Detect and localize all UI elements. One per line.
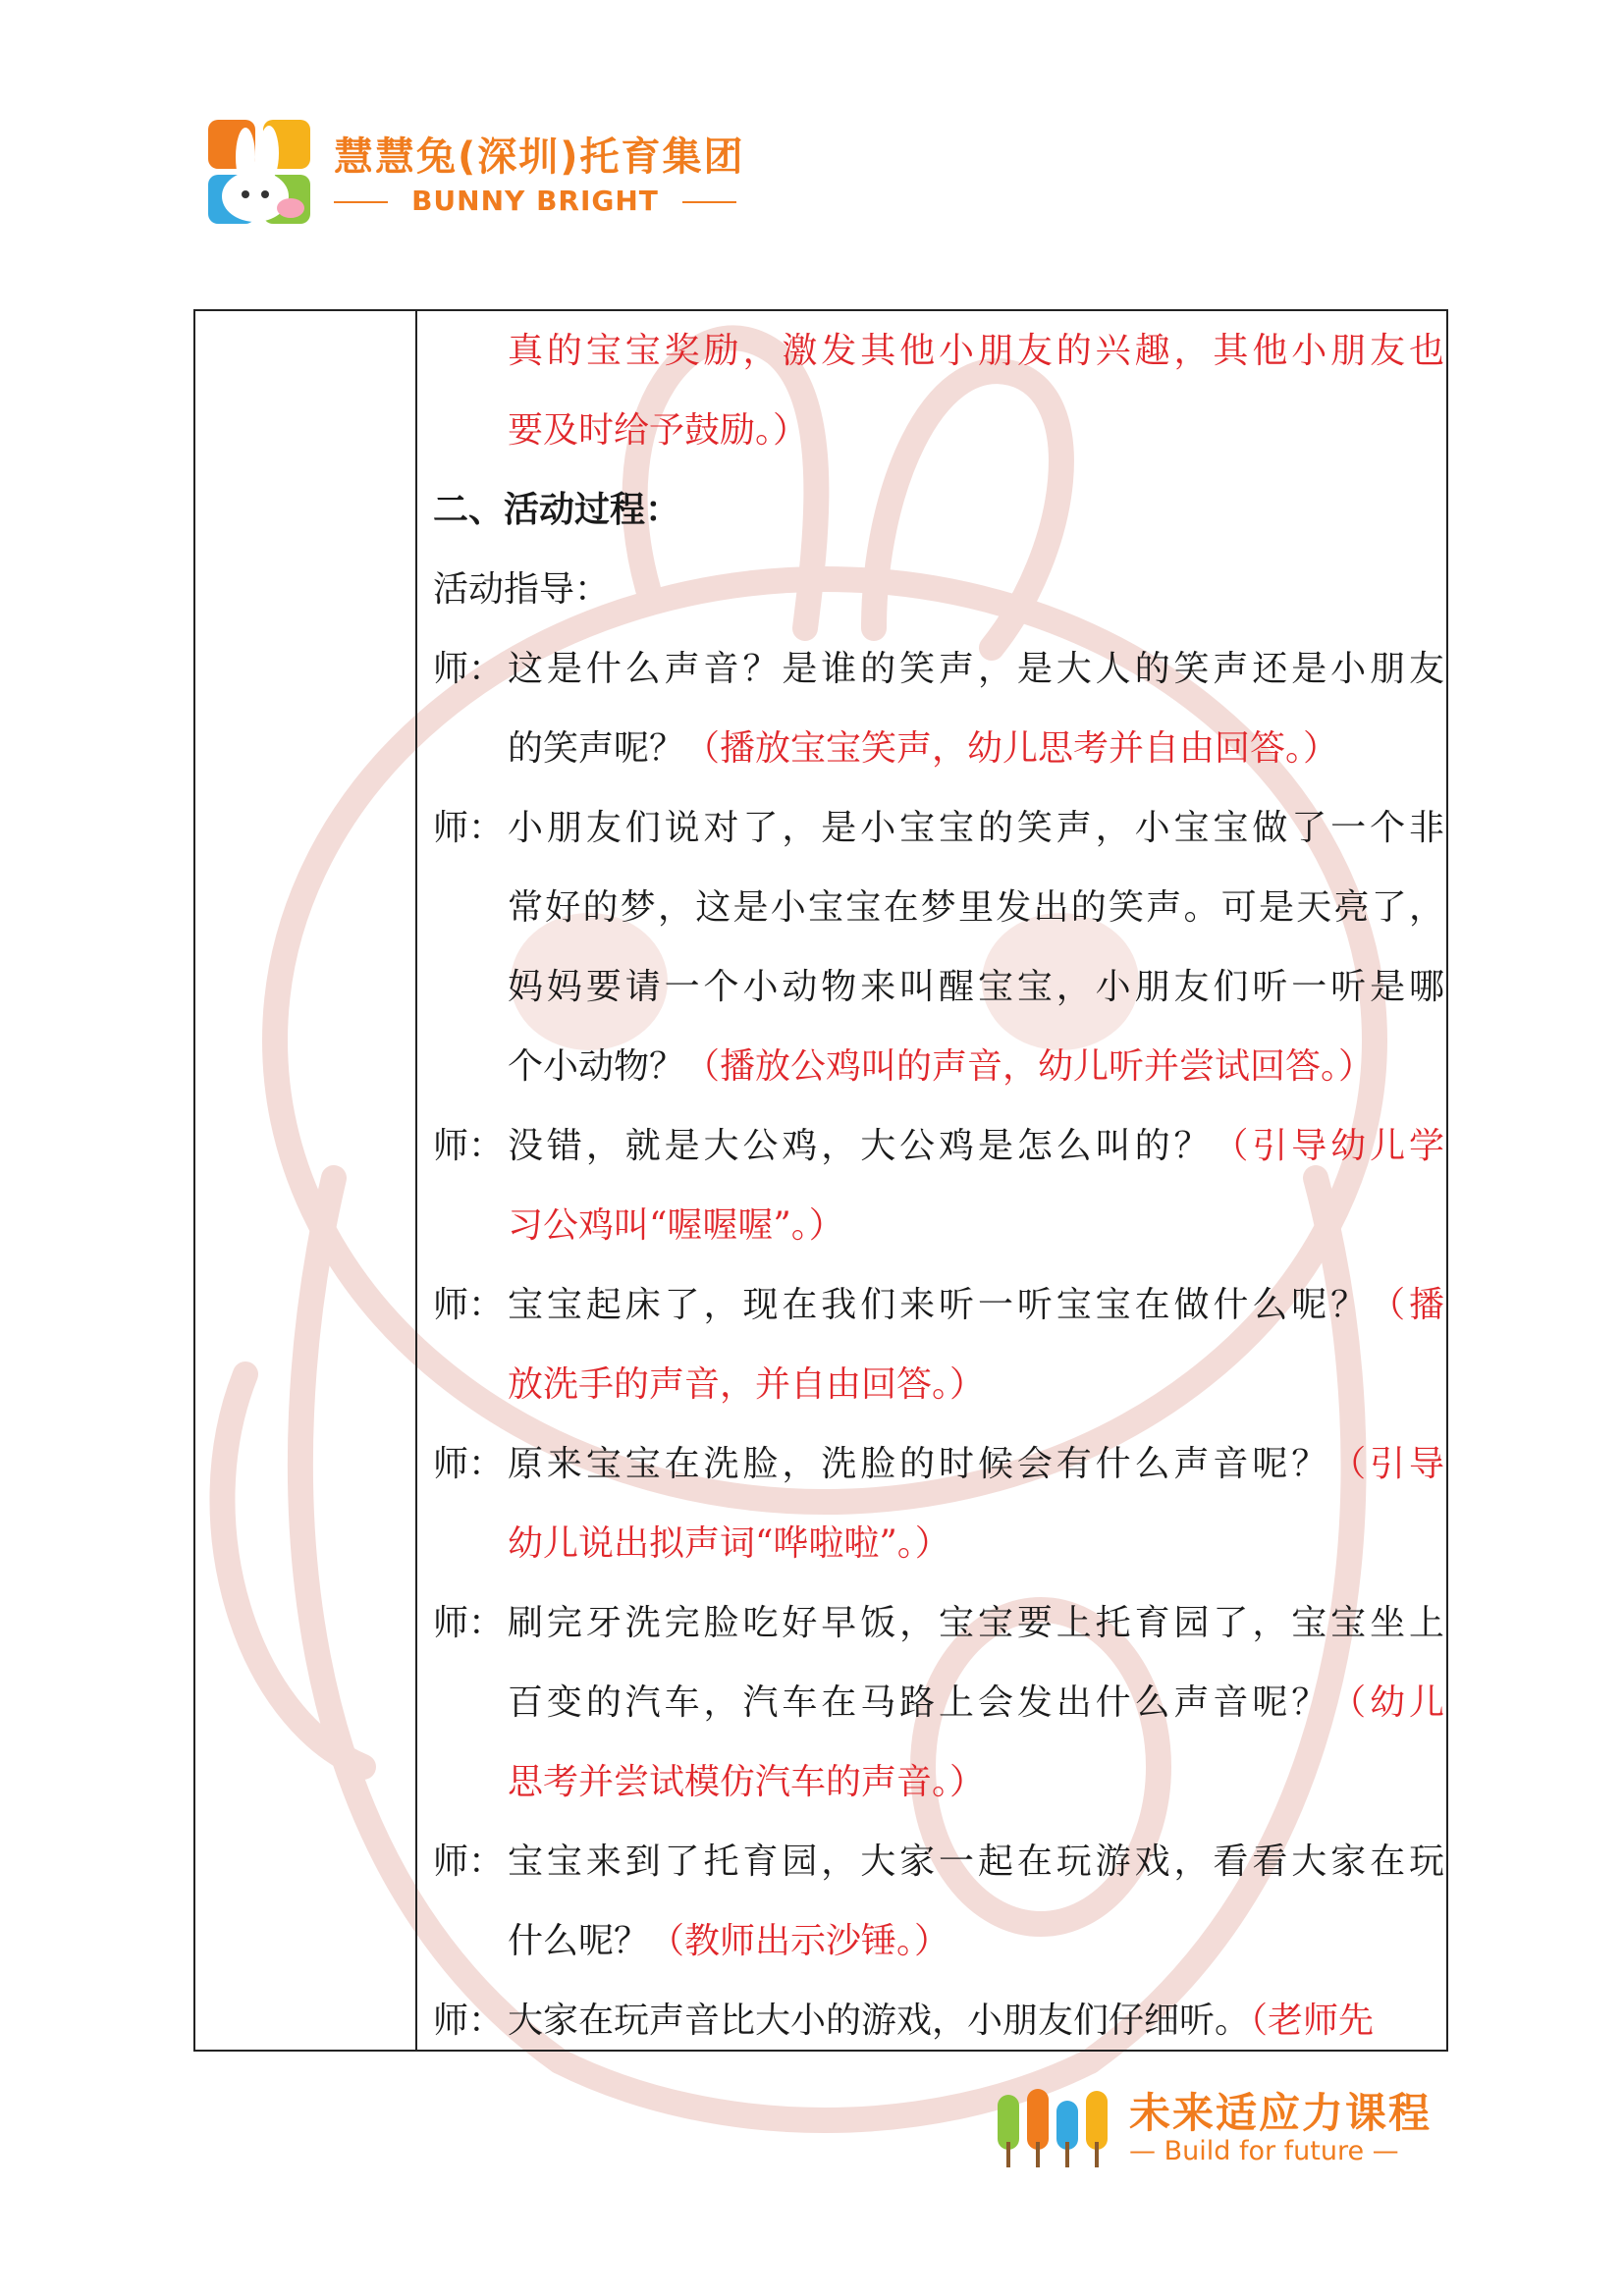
teacher-note-text: 幼儿说出拟声词“哗啦啦”。） xyxy=(508,1523,950,1564)
course-name-cn: 未来适应力课程 xyxy=(1129,2089,1433,2137)
speaker-label: 师： xyxy=(433,1603,505,1643)
dialogue-line xyxy=(508,1265,1444,1345)
dialogue-body xyxy=(508,629,1444,788)
dialogue-body xyxy=(508,1583,1444,1822)
intro-note-line-1: 真的宝宝奖励，激发其他小朋友的兴趣，其他小朋友也 xyxy=(508,331,1444,371)
teacher-note-text: （教师出示沙锤。） xyxy=(649,1921,950,1961)
dialogue-line xyxy=(508,1186,1444,1265)
teacher-note-text: （幼儿 xyxy=(1330,1682,1444,1723)
dialogue-list xyxy=(433,629,1444,2060)
dialogue-paragraph xyxy=(433,1106,1444,1265)
table-column-divider xyxy=(415,311,417,2050)
teacher-note-text: （引导 xyxy=(1330,1444,1444,1484)
dialogue-line xyxy=(508,1742,1444,1822)
speaker-label: 师： xyxy=(433,808,505,848)
tagline-rule-left xyxy=(334,201,388,203)
teacher-note-text: （老师先 xyxy=(1250,2001,1375,2041)
dialogue-line xyxy=(508,868,1444,947)
dialogue-line xyxy=(508,1424,1444,1504)
teacher-note-text: （播放宝宝笑声，幼儿思考并自由回答。） xyxy=(684,728,1339,769)
teacher-speech-text: 什么呢？ xyxy=(508,1921,650,1961)
teacher-speech-text: 个小动物？ xyxy=(508,1046,685,1087)
dialogue-paragraph xyxy=(433,1265,1444,1424)
dialogue-body xyxy=(508,1981,1444,2060)
intro-note-line-2: 要及时给予鼓励。） xyxy=(508,410,809,451)
dialogue-body xyxy=(508,788,1444,1106)
brand-name-cn: 慧慧兔(深圳)托育集团 xyxy=(334,134,745,180)
dialogue-line xyxy=(508,788,1444,868)
teacher-speech-text: 百变的汽车，汽车在马路上会发出什么声音呢？ xyxy=(508,1682,1331,1723)
lesson-content-cell xyxy=(433,311,1444,2060)
teacher-speech-text: 原来宝宝在洗脸，洗脸的时候会有什么声音呢？ xyxy=(508,1444,1331,1484)
teacher-speech-text: 没错，就是大公鸡，大公鸡是怎么叫的？ xyxy=(508,1126,1214,1166)
speaker-label: 师： xyxy=(433,649,505,689)
dialogue-line xyxy=(508,629,1444,709)
teacher-note-text: 放洗手的声音，并自由回答。） xyxy=(508,1364,986,1405)
dialogue-paragraph xyxy=(433,629,1444,788)
tagline-rule-right xyxy=(682,201,736,203)
future-course-logo-icon xyxy=(994,2081,1121,2169)
brand-name-en: BUNNY BRIGHT xyxy=(411,185,659,217)
teacher-speech-text: 小朋友们说对了，是小宝宝的笑声，小宝宝做了一个非 xyxy=(508,808,1444,848)
teacher-note-text: （播 xyxy=(1370,1285,1444,1325)
dialogue-paragraph xyxy=(433,1583,1444,1822)
teacher-speech-text: 妈妈要请一个小动物来叫醒宝宝，小朋友们听一听是哪 xyxy=(508,967,1444,1007)
teacher-speech-text: 这是什么声音？是谁的笑声，是大人的笑声还是小朋友 xyxy=(508,649,1444,689)
speaker-label: 师： xyxy=(433,2001,505,2041)
dialogue-line xyxy=(508,1663,1444,1742)
dialogue-line xyxy=(508,1345,1444,1424)
brand-tagline xyxy=(334,185,736,220)
teacher-note-text: 思考并尝试模仿汽车的声音。） xyxy=(508,1762,986,1802)
teacher-speech-text: 常好的梦，这是小宝宝在梦里发出的笑声。可是天亮了， xyxy=(508,887,1444,928)
speaker-label: 师： xyxy=(433,1444,505,1484)
teacher-speech-text: 宝宝起床了，现在我们来听一听宝宝在做什么呢？ xyxy=(508,1285,1371,1325)
dialogue-line xyxy=(508,1583,1444,1663)
dialogue-paragraph xyxy=(433,788,1444,1106)
teacher-speech-text: 的笑声呢？ xyxy=(508,728,685,769)
teacher-note-text: （播放公鸡叫的声音，幼儿听并尝试回答。） xyxy=(684,1046,1375,1087)
teacher-speech-text: 刷完牙洗完脸吃好早饭，宝宝要上托育园了，宝宝坐上 xyxy=(508,1603,1444,1643)
teacher-note-text: （引导幼儿学 xyxy=(1213,1126,1444,1166)
dialogue-body xyxy=(508,1822,1444,1981)
dialogue-paragraph xyxy=(433,1981,1444,2060)
dialogue-paragraph xyxy=(433,1424,1444,1583)
dialogue-paragraph xyxy=(433,1822,1444,1981)
dialogue-line xyxy=(508,947,1444,1027)
dialogue-line xyxy=(508,1106,1444,1186)
teacher-speech-text: 大家在玩声音比大小的游戏，小朋友们仔细听。 xyxy=(508,2001,1251,2041)
speaker-label: 师： xyxy=(433,1126,505,1166)
course-name-en: — Build for future — xyxy=(1129,2136,1399,2166)
teacher-note-text: 习公鸡叫“喔喔喔”。） xyxy=(508,1205,844,1246)
activity-guide-label: 活动指导： xyxy=(433,569,611,610)
dialogue-line xyxy=(508,1901,1444,1981)
dialogue-body xyxy=(508,1265,1444,1424)
teacher-speech-text: 宝宝来到了托育园，大家一起在玩游戏，看看大家在玩 xyxy=(508,1842,1444,1882)
dialogue-line xyxy=(508,1981,1444,2060)
dialogue-body xyxy=(508,1424,1444,1583)
dialogue-line xyxy=(508,1027,1444,1106)
dialogue-line xyxy=(508,1822,1444,1901)
lesson-table xyxy=(193,309,1448,2052)
dialogue-line xyxy=(508,709,1444,788)
bunny-bright-logo-icon xyxy=(206,118,314,226)
speaker-label: 师： xyxy=(433,1842,505,1882)
dialogue-body xyxy=(508,1106,1444,1265)
dialogue-line xyxy=(508,1504,1444,1583)
speaker-label: 师： xyxy=(433,1285,505,1325)
section-heading: 二、活动过程： xyxy=(433,490,681,530)
